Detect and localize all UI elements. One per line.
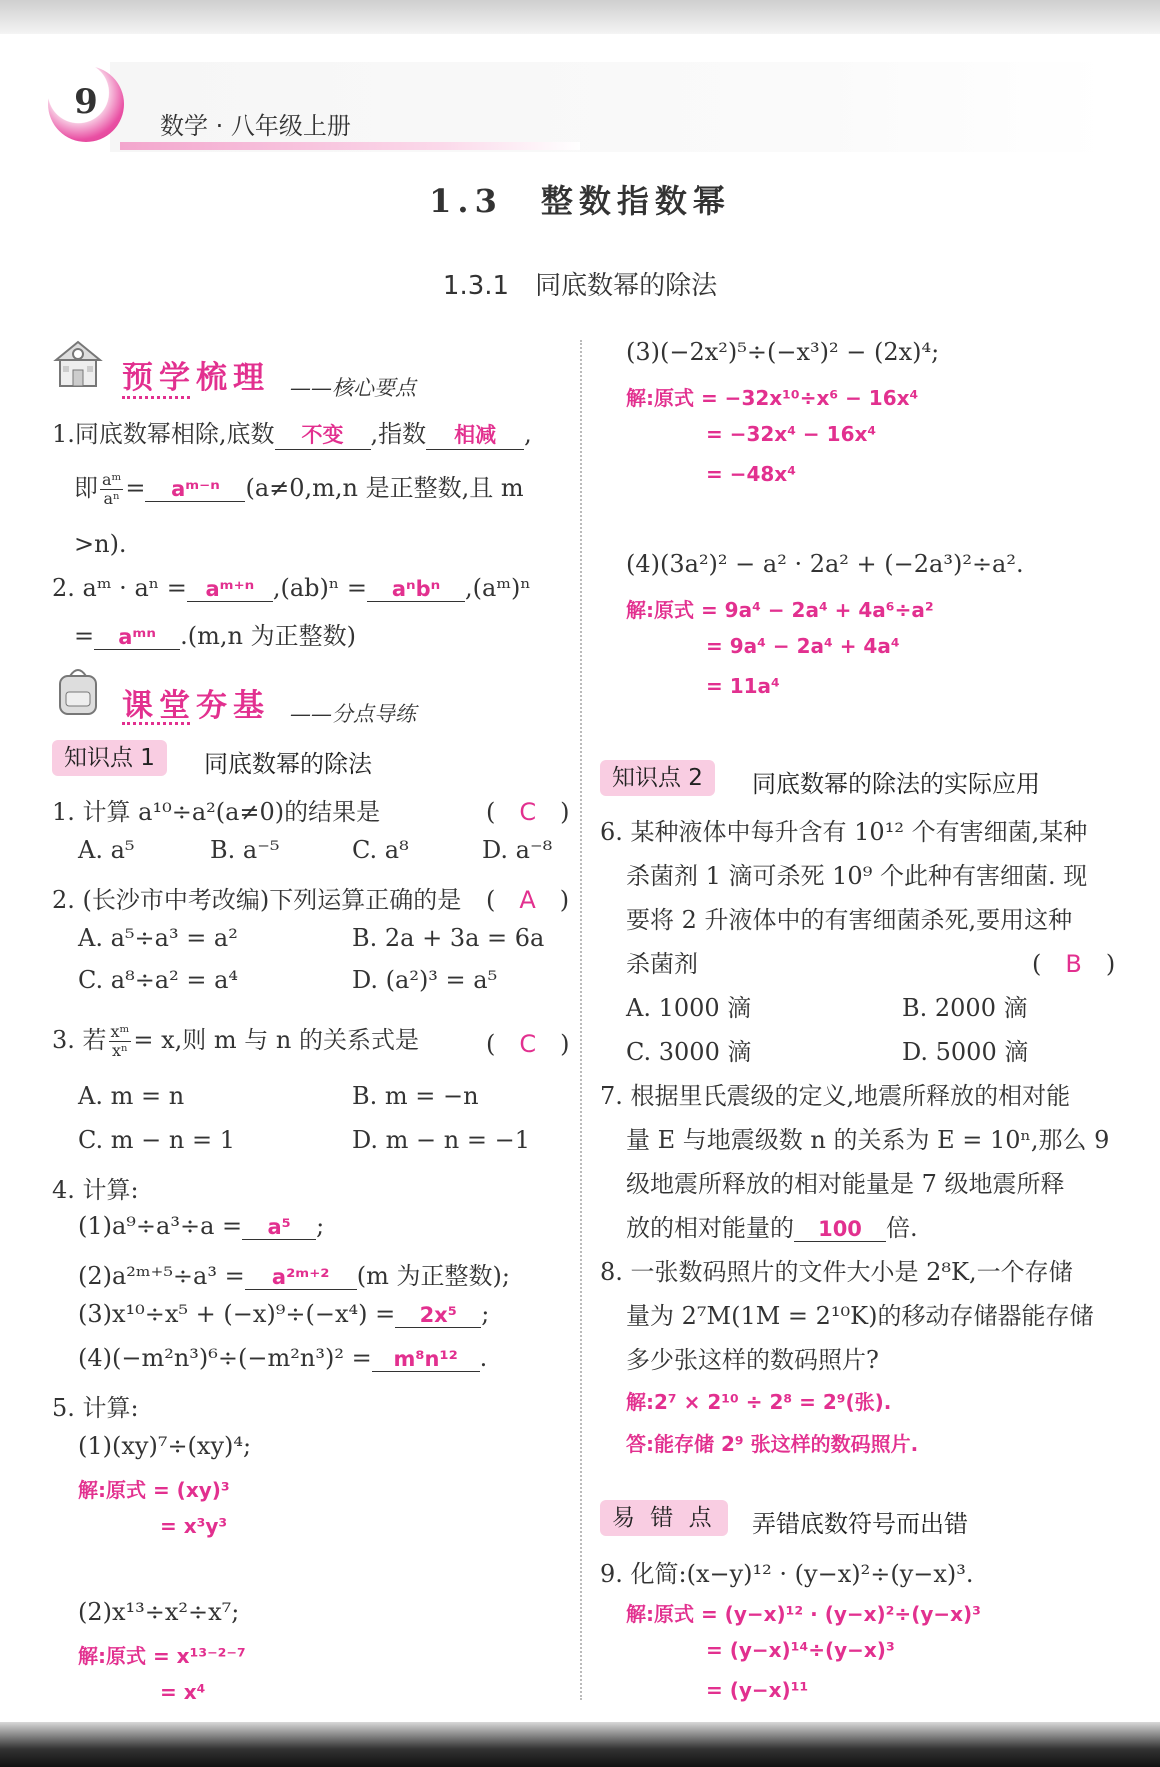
book-title: 数学 · 八年级上册 [160,112,351,140]
q5-part2: (2)x¹³÷x²÷x⁷; [78,1598,240,1626]
knowledge-point-title: 同底数幂的除法 [204,750,372,778]
q5-solution-2a: 解:原式 = x¹³⁻²⁻⁷ [78,1644,246,1668]
q5-solution-4a: 解:原式 = 9a⁴ − 2a⁴ + 4a⁶÷a² [626,598,934,622]
preview-subtitle: ——核心要点 [290,376,416,400]
option: D. a⁻⁸ [482,836,553,864]
option: A. 1000 滴 [626,994,752,1022]
knowledge-point-tag: 知识点 2 [600,760,715,796]
classroom-dots [122,722,190,725]
subsection-title: 1.3.1 同底数幂的除法 [442,271,718,301]
q4-part3: (3)x¹⁰÷x⁵ + (−x)⁹÷(−x⁴) = 2x⁵ ; [78,1300,490,1328]
q8-line2: 量为 2⁷M(1M = 2¹⁰K)的移动存储器能存储 [626,1302,1094,1330]
q3-stem: 3. 若 $\frac{\text{xᵐ}}{\text{xⁿ}}$ = x,则 m 与 n 的关系式是 [52,1022,420,1060]
option: D. 5000 滴 [902,1038,1029,1066]
fraction: $\frac{\text{xᵐ}}{\text{xⁿ}}$ [110,1022,130,1060]
backpack-icon [50,662,106,718]
blank-power-power: aᵐⁿ [94,625,180,650]
q7-line4: 放的相对能量的 100 倍. [626,1214,918,1242]
column-divider [580,340,582,1700]
q4-stem: 4. 计算: [52,1176,139,1204]
q4-part1: (1)a⁹÷a³÷a = a⁵ ; [78,1212,325,1240]
q9-solution-3: = (y−x)¹¹ [706,1678,809,1702]
classroom-subtitle: ——分点导练 [290,702,416,726]
option: D. m − n = −1 [352,1126,530,1154]
q6-line1: 6. 某种液体中每升含有 10¹² 个有害细菌,某种 [600,818,1088,846]
preview-q1-line1: 1.同底数幂相除,底数 不变 ,指数 相减 , [52,420,532,448]
option: D. (a²)³ = a⁵ [352,966,498,994]
q5-solution-3c: = −48x⁴ [706,462,796,486]
option: C. 3000 滴 [626,1038,752,1066]
q2-answer-bracket: ( A ) [486,886,570,914]
preview-dots [122,396,190,399]
q5-solution-3b: = −32x⁴ − 16x⁴ [706,422,877,446]
q6-answer-bracket: ( B ) [1032,950,1116,978]
option: A. m = n [78,1082,185,1110]
knowledge-point-title: 同底数幂的除法的实际应用 [752,770,1040,798]
q1-answer-bracket: ( C ) [486,798,570,826]
option: B. 2000 滴 [902,994,1028,1022]
option: C. a⁸ [352,836,409,864]
q5-part4: (4)(3a²)² − a² · 2a² + (−2a³)²÷a². [626,550,1024,578]
blank-exponent: 相减 [426,419,524,450]
option: A. a⁵ [78,836,135,864]
q6-line4: 杀菌剂 [626,950,698,978]
preview-title: 预学梳理 [122,360,270,396]
knowledge-point-tag: 知识点 1 [52,740,167,776]
option: C. a⁸÷a² = a⁴ [78,966,239,994]
classroom-title: 课堂夯基 [122,688,270,724]
blank-product: aᵐ⁺ⁿ [187,577,273,602]
q7-line1: 7. 根据里氏震级的定义,地震所释放的相对能 [600,1082,1071,1110]
q9-stem: 9. 化简:(x−y)¹² · (y−x)²÷(y−x)³. [600,1560,974,1588]
fraction: $\frac{\text{aᵐ}}{\text{aⁿ}}$ [102,470,122,508]
option: A. a⁵÷a³ = a² [78,924,238,952]
q8-line3: 多少张这样的数码照片? [626,1346,879,1374]
preview-q1-line3: >n). [74,530,127,558]
section-title: 1.3 整数指数幂 [429,182,731,220]
q6-line3: 要将 2 升液体中的有害细菌杀死,要用这种 [626,906,1073,934]
header-line [120,142,580,150]
error-prone-tag: 易 错 点 [600,1500,728,1536]
page-number: 9 [74,82,98,122]
q5-part3: (3)(−2x²)⁵÷(−x³)² − (2x)⁴; [626,338,940,366]
q5-solution-3a: 解:原式 = −32x¹⁰÷x⁶ − 16x⁴ [626,386,919,410]
option: B. a⁻⁵ [210,836,280,864]
q5-solution-1b: = x³y³ [160,1514,228,1538]
blank-power-product: aⁿbⁿ [367,577,465,602]
q7-line3: 级地震所释放的相对能量是 7 级地震所释 [626,1170,1065,1198]
preview-q2-line1: 2. aᵐ · aⁿ = aᵐ⁺ⁿ ,(ab)ⁿ = aⁿbⁿ ,(aᵐ)ⁿ [52,574,531,602]
q8-solution: 解:2⁷ × 2¹⁰ ÷ 2⁸ = 2⁹(张). [626,1390,892,1414]
q8-answer: 答:能存储 2⁹ 张这样的数码照片. [626,1432,919,1456]
viewer-bottom-bar [0,1722,1160,1767]
option: B. 2a + 3a = 6a [352,924,545,952]
blank-quotient: aᵐ⁻ⁿ [145,477,245,502]
q5-stem: 5. 计算: [52,1394,139,1422]
q4-part2: (2)a²ᵐ⁺⁵÷a³ = a²ᵐ⁺² (m 为正整数); [78,1262,510,1290]
q3-answer-bracket: ( C ) [486,1030,570,1058]
q5-solution-4b: = 9a⁴ − 2a⁴ + 4a⁴ [706,634,900,658]
q8-line1: 8. 一张数码照片的文件大小是 2⁸K,一个存储 [600,1258,1073,1286]
q9-solution-2: = (y−x)¹⁴÷(y−x)³ [706,1638,895,1662]
q5-solution-2b: = x⁴ [160,1680,206,1704]
school-icon [50,336,106,392]
viewer-top-bar [0,0,1160,34]
q6-line2: 杀菌剂 1 滴可杀死 10⁹ 个此种有害细菌. 现 [626,862,1088,890]
q5-part1: (1)(xy)⁷÷(xy)⁴; [78,1432,252,1460]
option: B. m = −n [352,1082,479,1110]
q1-stem: 1. 计算 a¹⁰÷a²(a≠0)的结果是 [52,798,381,826]
preview-q1-line2: 即 $\frac{\text{aᵐ}}{\text{aⁿ}}$ = aᵐ⁻ⁿ (a≠0,m,n 是正整数,且 m [74,470,524,508]
preview-q2-line2: = aᵐⁿ .(m,n 为正整数) [74,622,356,650]
q2-stem: 2. (长沙市中考改编)下列运算正确的是 [52,886,462,914]
option: C. m − n = 1 [78,1126,235,1154]
blank-base: 不变 [275,419,371,450]
q5-solution-4c: = 11a⁴ [706,674,780,698]
q5-solution-1a: 解:原式 = (xy)³ [78,1478,230,1502]
q4-part4: (4)(−m²n³)⁶÷(−m²n³)² = m⁸n¹² . [78,1344,488,1372]
q7-line2: 量 E 与地震级数 n 的关系为 E = 10ⁿ,那么 9 [626,1126,1110,1154]
q9-solution-1: 解:原式 = (y−x)¹² · (y−x)²÷(y−x)³ [626,1602,981,1626]
error-prone-title: 弄错底数符号而出错 [752,1510,968,1538]
